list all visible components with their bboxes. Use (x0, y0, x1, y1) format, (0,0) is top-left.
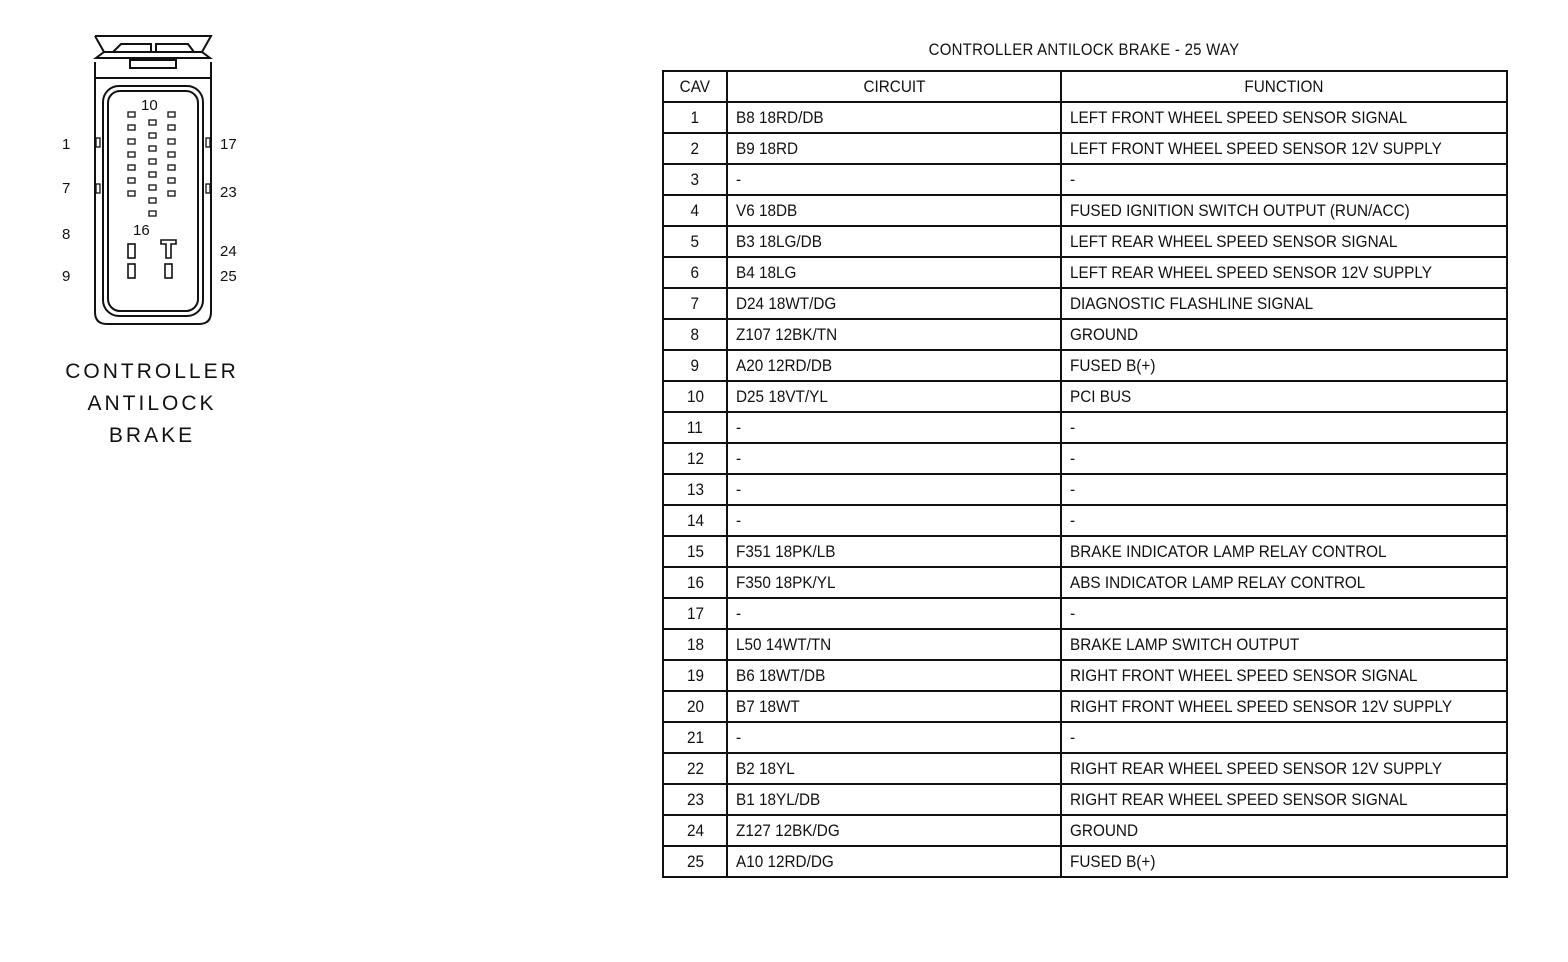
cell-function-text: LEFT REAR WHEEL SPEED SENSOR SIGNAL (1070, 231, 1398, 251)
table-row (663, 753, 1507, 784)
pin-label-24: 24 (220, 243, 237, 260)
cell-circuit (727, 102, 1061, 133)
terminal-cavity (168, 112, 175, 117)
cell-circuit-text: - (736, 448, 742, 468)
terminal-cavity (168, 139, 175, 144)
cell-cav (663, 288, 727, 319)
connector-power-cavities (128, 240, 176, 278)
cell-circuit (727, 660, 1061, 691)
cell-function-text: RIGHT REAR WHEEL SPEED SENSOR SIGNAL (1070, 789, 1408, 809)
table-row (663, 691, 1507, 722)
cell-function-text: GROUND (1070, 820, 1139, 840)
cell-circuit-text: - (736, 603, 742, 623)
cell-circuit-text: F351 18PK/LB (736, 541, 836, 561)
cell-cav-text: 20 (686, 696, 704, 716)
terminal-cavity (168, 191, 175, 196)
cell-circuit (727, 164, 1061, 195)
terminal-cavity (168, 152, 175, 157)
terminal-cavity (149, 120, 156, 125)
cell-cav (663, 412, 727, 443)
table-row (663, 784, 1507, 815)
cell-cav-text: 23 (686, 789, 704, 809)
cell-cav-text: 9 (690, 355, 700, 375)
pin-label-1: 1 (62, 136, 71, 153)
terminal-cavity (149, 159, 156, 164)
cell-cav (663, 443, 727, 474)
cell-circuit-text: Z107 12BK/TN (736, 324, 838, 344)
cell-cav-text: 22 (686, 758, 704, 778)
terminal-cavity (168, 165, 175, 170)
connector-latch (95, 36, 211, 78)
cell-cav (663, 846, 727, 877)
cell-cav (663, 691, 727, 722)
cell-cav (663, 319, 727, 350)
table-row (663, 536, 1507, 567)
header-cav (663, 71, 727, 102)
pinout-table (662, 70, 1508, 878)
cell-function (1061, 629, 1507, 660)
cell-cav-text: 11 (687, 417, 703, 437)
cell-circuit (727, 753, 1061, 784)
cell-function-text: LEFT REAR WHEEL SPEED SENSOR 12V SUPPLY (1070, 262, 1432, 282)
cell-circuit (727, 629, 1061, 660)
cell-function (1061, 443, 1507, 474)
table-row (663, 629, 1507, 660)
cell-circuit (727, 412, 1061, 443)
cell-function-text: BRAKE LAMP SWITCH OUTPUT (1070, 634, 1300, 654)
cell-cav (663, 536, 727, 567)
table-row (663, 846, 1507, 877)
pin-label-8: 8 (62, 226, 71, 243)
cell-function (1061, 381, 1507, 412)
cell-circuit-text: B9 18RD (736, 138, 799, 158)
cell-cav (663, 164, 727, 195)
table-row (663, 195, 1507, 226)
cell-function (1061, 319, 1507, 350)
cell-circuit (727, 257, 1061, 288)
cell-function-text: LEFT FRONT WHEEL SPEED SENSOR 12V SUPPLY (1070, 138, 1442, 158)
connector-name-line-1: CONTROLLER (65, 360, 239, 383)
cell-circuit (727, 815, 1061, 846)
table-row (663, 443, 1507, 474)
terminal-cavity (149, 198, 156, 203)
table-row (663, 381, 1507, 412)
cell-circuit-text: B1 18YL/DB (736, 789, 821, 809)
cell-circuit (727, 505, 1061, 536)
cell-cav (663, 474, 727, 505)
cell-cav-text: 18 (686, 634, 704, 654)
cell-cav-text: 16 (686, 572, 704, 592)
cell-cav-text: 5 (690, 231, 700, 251)
terminal-cavity (128, 125, 135, 130)
cell-circuit (727, 474, 1061, 505)
cell-function-text: - (1070, 417, 1076, 437)
cell-cav (663, 567, 727, 598)
cell-circuit (727, 598, 1061, 629)
cell-function-text: FUSED B(+) (1070, 851, 1156, 871)
terminal-cavity (128, 152, 135, 157)
cell-cav-text: 12 (686, 448, 704, 468)
cell-cav (663, 815, 727, 846)
cell-function-text: ABS INDICATOR LAMP RELAY CONTROL (1070, 572, 1366, 592)
header-circuit (727, 71, 1061, 102)
cell-circuit-text: - (736, 169, 742, 189)
cell-function-text: - (1070, 510, 1076, 530)
cell-circuit-text: B2 18YL (736, 758, 795, 778)
cell-circuit-text: V6 18DB (736, 200, 798, 220)
connector-name-line-3: BRAKE (108, 424, 196, 447)
cell-circuit (727, 133, 1061, 164)
cell-function-text: FUSED IGNITION SWITCH OUTPUT (RUN/ACC) (1070, 200, 1410, 220)
cell-cav-text: 13 (686, 479, 704, 499)
cell-cav-text: 8 (690, 324, 700, 344)
cell-circuit (727, 691, 1061, 722)
cell-cav-text: 15 (686, 541, 704, 561)
cell-function-text: - (1070, 169, 1076, 189)
cell-circuit (727, 567, 1061, 598)
cell-circuit-text: B4 18LG (736, 262, 797, 282)
cell-circuit-text: B8 18RD/DB (736, 107, 824, 127)
header-cav-text: CAV (679, 76, 711, 96)
cell-function (1061, 784, 1507, 815)
terminal-cavity (128, 178, 135, 183)
cell-circuit (727, 226, 1061, 257)
cell-circuit-text: B3 18LG/DB (736, 231, 822, 251)
cell-function (1061, 474, 1507, 505)
table-title: CONTROLLER ANTILOCK BRAKE - 25 WAY (928, 40, 1240, 59)
cell-circuit-text: B6 18WT/DB (736, 665, 826, 685)
cell-cav (663, 660, 727, 691)
cell-circuit-text: Z127 12BK/DG (736, 820, 840, 840)
table-row (663, 164, 1507, 195)
terminal-cavity (128, 139, 135, 144)
terminal-cavity (128, 112, 135, 117)
cell-cav-text: 2 (690, 138, 700, 158)
cell-function (1061, 350, 1507, 381)
pin-label-17: 17 (220, 136, 237, 153)
table-header-row (663, 71, 1507, 102)
cell-circuit-text: - (736, 510, 742, 530)
cell-cav (663, 350, 727, 381)
table-row (663, 133, 1507, 164)
table-row (663, 505, 1507, 536)
cell-function-text: - (1070, 727, 1076, 747)
header-function-text: FUNCTION (1244, 76, 1324, 96)
cell-circuit (727, 846, 1061, 877)
terminal-cavity (128, 165, 135, 170)
cell-function (1061, 195, 1507, 226)
cell-circuit-text: D24 18WT/DG (736, 293, 837, 313)
terminal-cavity (128, 191, 135, 196)
cell-function-text: PCI BUS (1070, 386, 1132, 406)
table-row (663, 412, 1507, 443)
header-circuit-text: CIRCUIT (862, 76, 926, 96)
cell-cav (663, 381, 727, 412)
cell-circuit-text: B7 18WT (736, 696, 800, 716)
cell-circuit-text: A10 12RD/DG (736, 851, 834, 871)
cell-circuit (727, 536, 1061, 567)
cell-function-text: LEFT FRONT WHEEL SPEED SENSOR SIGNAL (1070, 107, 1408, 127)
table-row (663, 567, 1507, 598)
cell-cav (663, 226, 727, 257)
cell-cav-text: 14 (686, 510, 704, 530)
cell-cav (663, 195, 727, 226)
cell-function-text: GROUND (1070, 324, 1139, 344)
cell-cav-text: 3 (690, 169, 700, 189)
cell-function-text: - (1070, 479, 1076, 499)
cell-function (1061, 722, 1507, 753)
cell-cav-text: 21 (686, 727, 704, 747)
connector-housing (95, 78, 211, 324)
cell-function (1061, 691, 1507, 722)
cell-cav-text: 25 (686, 851, 704, 871)
cell-cav-text: 10 (686, 386, 704, 406)
cell-circuit-text: D25 18VT/YL (736, 386, 828, 406)
cell-function (1061, 567, 1507, 598)
cell-cav (663, 598, 727, 629)
cell-cav-text: 1 (690, 107, 700, 127)
cell-cav-text: 17 (686, 603, 704, 623)
terminal-cavity (149, 211, 156, 216)
cell-function-text: - (1070, 448, 1076, 468)
cell-cav-text: 7 (690, 293, 700, 313)
cell-function (1061, 660, 1507, 691)
cell-circuit (727, 195, 1061, 226)
pin-label-23: 23 (220, 184, 237, 201)
cell-cav (663, 133, 727, 164)
pin-label-16: 16 (133, 222, 150, 239)
cell-cav-text: 6 (690, 262, 700, 282)
cell-cav-text: 4 (690, 200, 700, 220)
connector-name (40, 356, 264, 452)
terminal-cavity (168, 125, 175, 130)
cell-function-text: FUSED B(+) (1070, 355, 1156, 375)
cell-cav (663, 722, 727, 753)
cell-function (1061, 412, 1507, 443)
pin-label-25: 25 (220, 268, 237, 285)
table-row (663, 226, 1507, 257)
table-row (663, 474, 1507, 505)
cell-function-text: RIGHT REAR WHEEL SPEED SENSOR 12V SUPPLY (1070, 758, 1443, 778)
pin-label-10: 10 (141, 97, 158, 114)
table-row (663, 815, 1507, 846)
cell-cav (663, 784, 727, 815)
cell-cav-text: 24 (686, 820, 704, 840)
cell-circuit-text: - (736, 727, 742, 747)
cell-function (1061, 164, 1507, 195)
pin-label-7: 7 (62, 180, 71, 197)
cell-function (1061, 598, 1507, 629)
terminal-cavity (149, 172, 156, 177)
table-row (663, 257, 1507, 288)
cell-circuit (727, 381, 1061, 412)
cell-cav (663, 257, 727, 288)
table-row (663, 319, 1507, 350)
connector-name-line-2: ANTILOCK (87, 392, 217, 415)
cell-function (1061, 536, 1507, 567)
cell-function-text: RIGHT FRONT WHEEL SPEED SENSOR 12V SUPPLY (1070, 696, 1453, 716)
cell-circuit (727, 288, 1061, 319)
terminal-cavity (149, 146, 156, 151)
cell-function (1061, 815, 1507, 846)
table-row (663, 598, 1507, 629)
terminal-cavity (149, 185, 156, 190)
cell-circuit-text: L50 14WT/TN (736, 634, 832, 654)
table-row (663, 102, 1507, 133)
cell-circuit (727, 784, 1061, 815)
cell-function-text: RIGHT FRONT WHEEL SPEED SENSOR SIGNAL (1070, 665, 1418, 685)
cell-circuit (727, 319, 1061, 350)
terminal-cavity (168, 178, 175, 183)
cell-function (1061, 226, 1507, 257)
cell-circuit-text: A20 12RD/DB (736, 355, 833, 375)
cell-function (1061, 102, 1507, 133)
cell-function (1061, 846, 1507, 877)
cell-function (1061, 753, 1507, 784)
cell-cav (663, 629, 727, 660)
header-function (1061, 71, 1507, 102)
table-row (663, 350, 1507, 381)
cell-circuit-text: F350 18PK/YL (736, 572, 836, 592)
cell-circuit (727, 350, 1061, 381)
cell-cav (663, 505, 727, 536)
cell-circuit (727, 443, 1061, 474)
cell-circuit-text: - (736, 479, 742, 499)
cell-function (1061, 133, 1507, 164)
cell-function (1061, 257, 1507, 288)
cell-function-text: BRAKE INDICATOR LAMP RELAY CONTROL (1070, 541, 1387, 561)
terminal-cavity (149, 133, 156, 138)
cell-function (1061, 505, 1507, 536)
cell-circuit-text: - (736, 417, 742, 437)
cell-circuit (727, 722, 1061, 753)
cell-cav (663, 102, 727, 133)
table-row (663, 660, 1507, 691)
cell-cav (663, 753, 727, 784)
cell-function (1061, 288, 1507, 319)
cell-function-text: DIAGNOSTIC FLASHLINE SIGNAL (1070, 293, 1314, 313)
cell-function-text: - (1070, 603, 1076, 623)
connector-cavities (128, 112, 175, 216)
table-row (663, 722, 1507, 753)
cell-cav-text: 19 (686, 665, 704, 685)
table-row (663, 288, 1507, 319)
pin-label-9: 9 (62, 268, 71, 285)
